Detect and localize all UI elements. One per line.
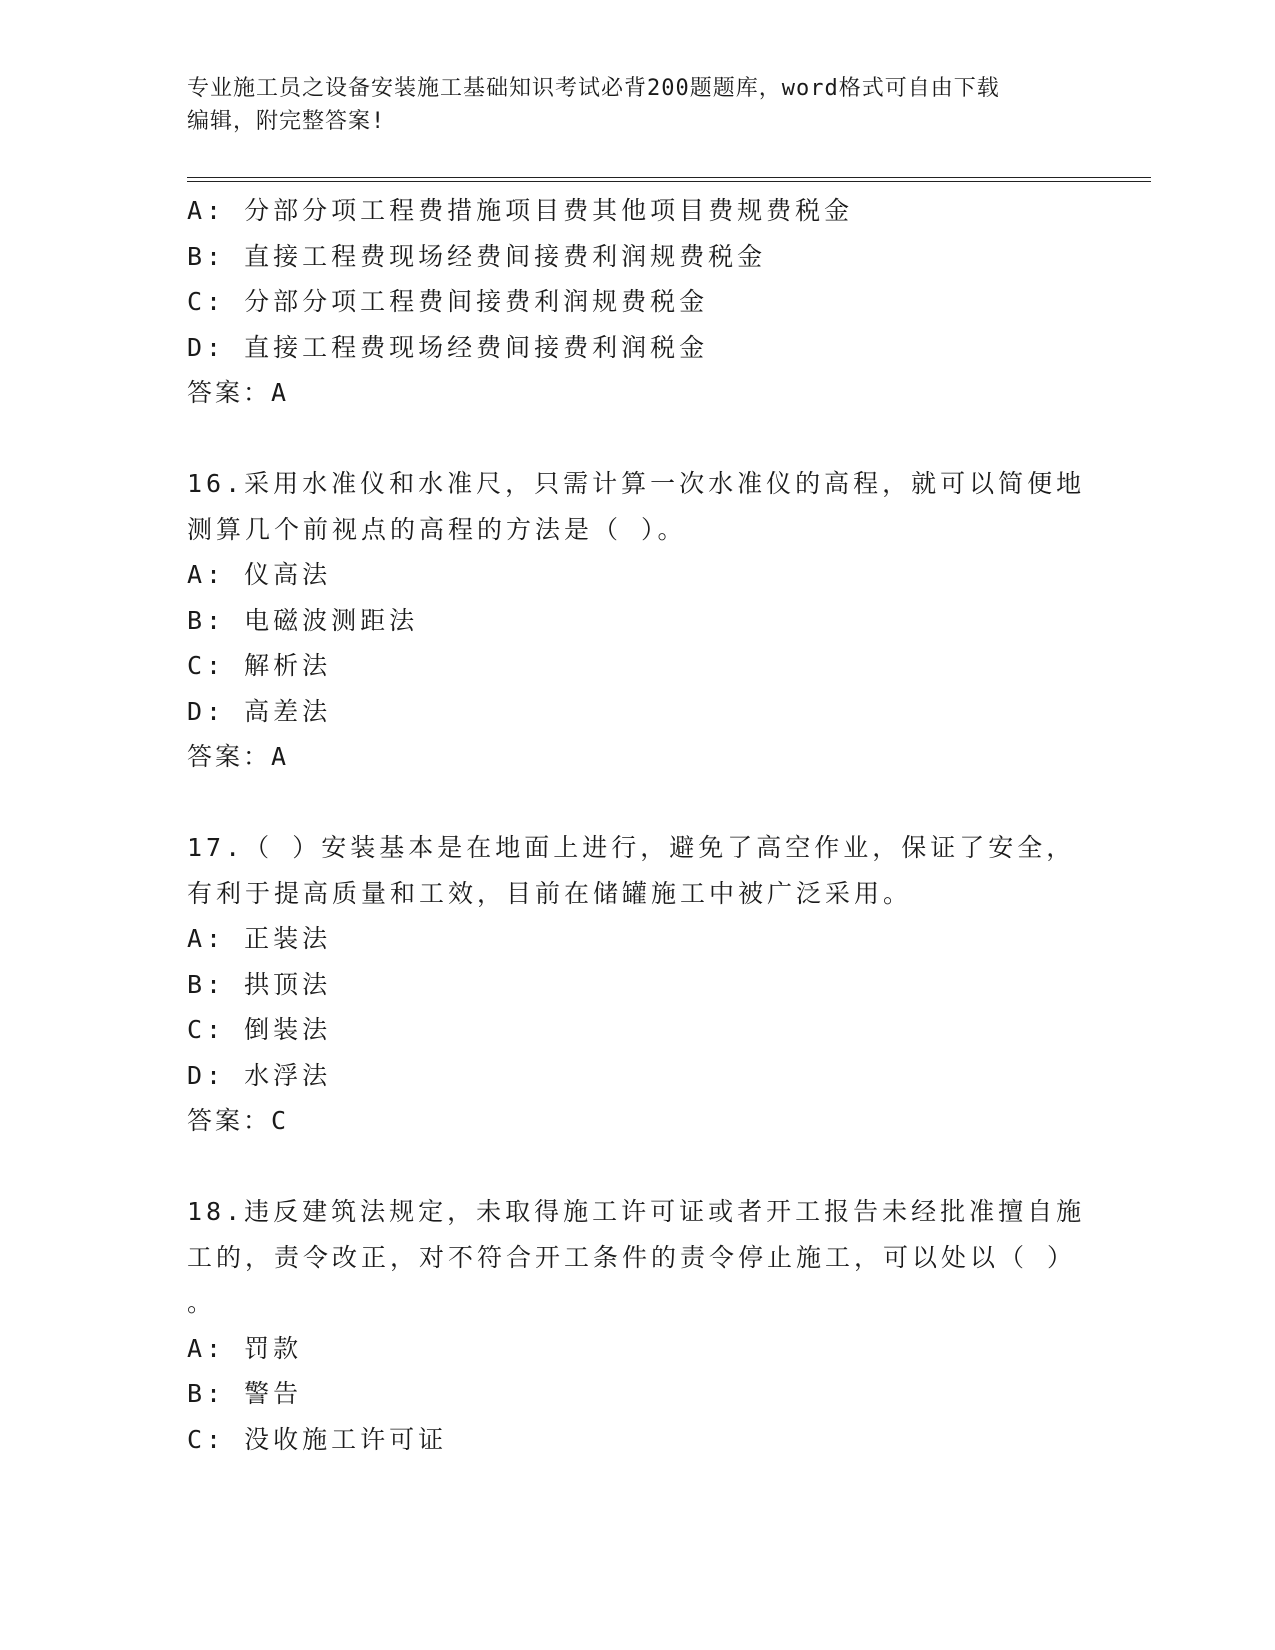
option-a: A: 正装法	[187, 924, 332, 953]
question-text-line: 。	[187, 1288, 217, 1317]
spacer	[187, 416, 1087, 462]
option-a: A: 仪高法	[187, 560, 332, 589]
option-b: B: 直接工程费现场经费间接费利润规费税金	[187, 241, 767, 271]
question-text-line: 工的，责令改正，对不符合开工条件的责令停止施工，可以处以（ ）	[187, 1242, 1077, 1272]
option-c: C: 倒装法	[187, 1015, 332, 1044]
option-c: C: 分部分项工程费间接费利润规费税金	[187, 287, 709, 316]
option-c: C: 没收施工许可证	[187, 1424, 448, 1454]
header-line-1: 专业施工员之设备安装施工基础知识考试必背200题题库，word格式可自由下载	[187, 76, 1000, 101]
question-15-continued	[187, 188, 1087, 416]
option-b: B: 拱顶法	[187, 969, 332, 999]
question-list	[187, 188, 1087, 1462]
question-text-line: 16.采用水准仪和水准尺，只需计算一次水准仪的高程，就可以简便地	[187, 469, 1086, 498]
option-a: A: 分部分项工程费措施项目费其他项目费规费税金	[187, 196, 854, 225]
spacer	[187, 1144, 1087, 1190]
option-d: D: 直接工程费现场经费间接费利润税金	[187, 332, 709, 362]
option-c: C: 解析法	[187, 651, 332, 680]
question-text-line: 18.违反建筑法规定，未取得施工许可证或者开工报告未经批准擅自施	[187, 1197, 1086, 1226]
option-d: D: 高差法	[187, 696, 332, 726]
question-16	[187, 461, 1087, 780]
header-divider	[187, 177, 1151, 182]
option-a: A: 罚款	[187, 1333, 303, 1363]
option-d: D: 水浮法	[187, 1060, 332, 1090]
option-b: B: 警告	[187, 1379, 303, 1408]
question-18	[187, 1189, 1087, 1462]
answer: 答案：A	[187, 742, 290, 771]
question-17	[187, 825, 1087, 1144]
question-text-line: 有利于提高质量和工效，目前在储罐施工中被广泛采用。	[187, 878, 913, 908]
answer: 答案：C	[187, 1106, 290, 1135]
document-header	[187, 72, 1067, 138]
answer: 答案：A	[187, 378, 290, 407]
header-line-2: 编辑，附完整答案!	[187, 109, 386, 134]
spacer	[187, 780, 1087, 826]
option-b: B: 电磁波测距法	[187, 605, 419, 635]
question-text-line: 17.（ ）安装基本是在地面上进行，避免了高空作业，保证了安全，	[187, 833, 1076, 862]
question-text-line: 测算几个前视点的高程的方法是（ ）。	[187, 514, 687, 544]
